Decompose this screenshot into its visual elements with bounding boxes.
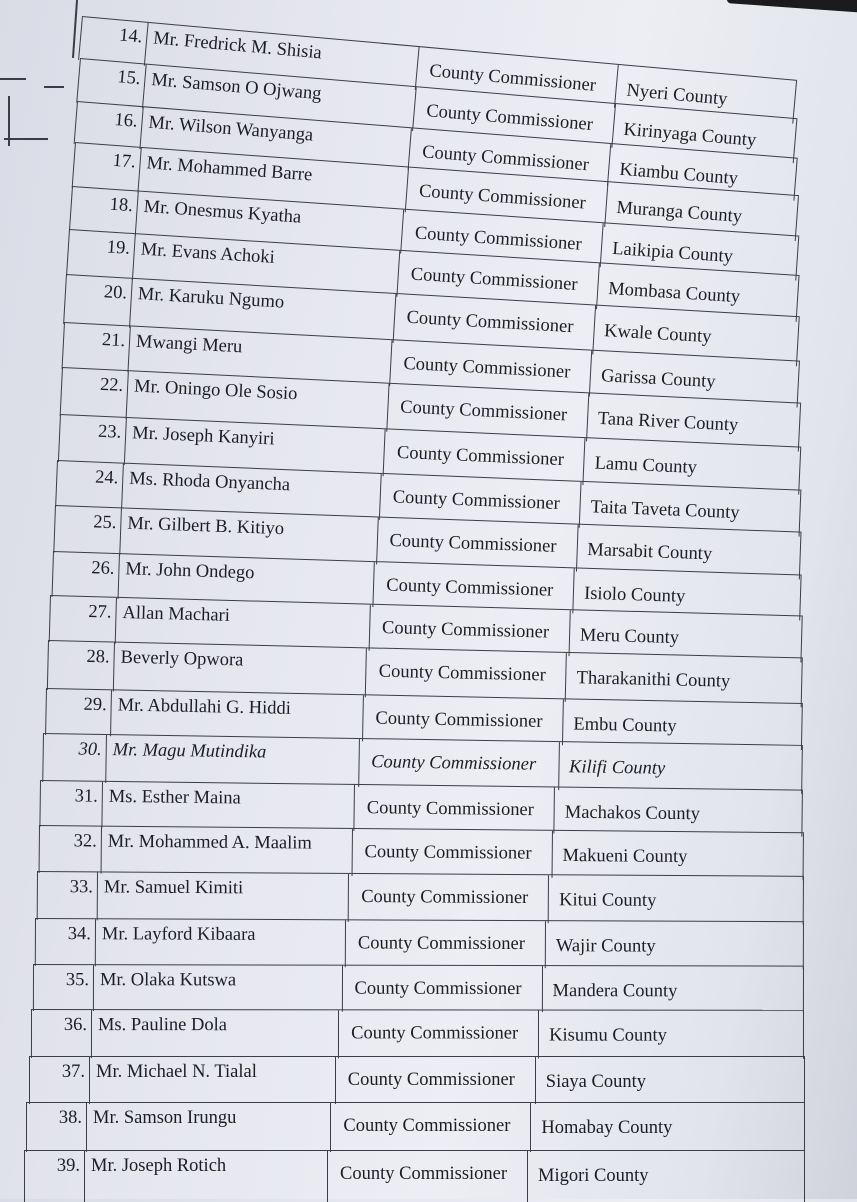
row-number: 31. xyxy=(39,781,102,828)
county-name: Wajir County xyxy=(545,921,804,969)
officer-name: Mwangi Meru xyxy=(127,326,391,386)
officer-name: Beverly Opwora xyxy=(113,643,366,698)
designation: County Commissioner xyxy=(348,874,548,923)
row-number: 17. xyxy=(72,143,141,193)
county-name: Kirinyaga County xyxy=(611,104,798,163)
row-number: 26. xyxy=(52,552,119,599)
county-name: Laikipia County xyxy=(600,223,799,280)
officer-name: Allan Machari xyxy=(115,598,370,651)
county-name: Isiolo County xyxy=(572,568,801,620)
county-name: Embu County xyxy=(562,699,803,750)
county-name: Taita Taveta County xyxy=(579,482,802,537)
designation: County Commissioner xyxy=(345,920,545,968)
officer-name: Mr. Joseph Kanyiri xyxy=(124,418,385,476)
county-name: Garissa County xyxy=(589,351,800,408)
officer-name: Ms. Esther Maina xyxy=(101,782,354,831)
row-number: 35. xyxy=(33,965,93,1011)
designation: County Commissioner xyxy=(389,340,591,396)
officer-name: Mr. Mohammed Barre xyxy=(137,148,407,212)
officer-name: Mr. Olaka Kutswa xyxy=(93,965,342,1012)
county-name: Lamu County xyxy=(583,438,801,494)
officer-name: Ms. Pauline Dola xyxy=(91,1010,338,1058)
designation: County Commissioner xyxy=(362,695,563,745)
row-number: 19. xyxy=(66,230,135,280)
county-name: Kisumu County xyxy=(538,1011,804,1059)
officer-name: Mr. John Ondego xyxy=(118,554,374,607)
designation: County Commissioner xyxy=(392,294,594,354)
county-name: Homabay County xyxy=(530,1103,804,1152)
designation: County Commissioner xyxy=(376,517,578,571)
row-number: 18. xyxy=(69,187,138,235)
designation: County Commissioner xyxy=(412,87,615,148)
officer-name: Mr. Oningo Ole Sosio xyxy=(126,371,389,432)
row-number: 30. xyxy=(42,734,106,783)
row-number: 39. xyxy=(24,1151,84,1202)
designation: County Commissioner xyxy=(330,1103,530,1152)
designation: County Commissioner xyxy=(408,128,611,186)
county-name: Mombasa County xyxy=(596,263,799,322)
designation: County Commissioner xyxy=(383,429,585,485)
designation: County Commissioner xyxy=(354,785,555,834)
officer-name: Mr. Joseph Rotich xyxy=(84,1151,327,1202)
row-number: 36. xyxy=(31,1010,91,1058)
officer-name: Mr. Samuel Kimiti xyxy=(97,872,349,922)
row-number: 29. xyxy=(45,689,111,736)
designation: County Commissioner xyxy=(365,648,566,702)
county-name: Mandera County xyxy=(541,966,804,1013)
row-number: 23. xyxy=(58,415,126,465)
county-name: Siaya County xyxy=(535,1057,805,1104)
row-number: 20. xyxy=(63,275,132,328)
county-name: Kwale County xyxy=(592,305,800,366)
officer-name: Mr. Layford Kibaara xyxy=(95,919,345,967)
designation: County Commissioner xyxy=(379,474,581,528)
officer-name: Mr. Wilson Wanyanga xyxy=(139,107,411,170)
officer-name: Mr. Michael N. Tialal xyxy=(89,1057,335,1104)
designation: County Commissioner xyxy=(358,739,559,790)
row-number: 14. xyxy=(78,17,148,66)
officer-name: Mr. Evans Achoki xyxy=(132,234,399,297)
table-row xyxy=(37,871,804,925)
designation: County Commissioner xyxy=(401,210,604,268)
row-number: 15. xyxy=(76,59,145,108)
county-name: Kilifi County xyxy=(558,742,803,794)
county-name: Marsabit County xyxy=(576,525,802,580)
row-number: 21. xyxy=(62,323,130,372)
row-number: 38. xyxy=(26,1103,86,1152)
county-name: Machakos County xyxy=(554,787,804,836)
row-number: 37. xyxy=(29,1057,89,1104)
designation: County Commissioner xyxy=(373,562,574,613)
row-number: 27. xyxy=(49,596,116,644)
table-row xyxy=(24,1150,805,1202)
designation: County Commissioner xyxy=(405,167,608,227)
county-name: Meru County xyxy=(568,610,802,662)
designation: County Commissioner xyxy=(386,384,588,442)
county-name: Tana River County xyxy=(586,393,801,451)
officer-name: Ms. Rhoda Onyancha xyxy=(121,464,381,520)
designation: County Commissioner xyxy=(351,829,551,878)
designation: County Commissioner xyxy=(335,1057,535,1104)
officer-name: Mr. Onesmus Kyatha xyxy=(135,191,404,253)
officer-name: Mr. Gilbert B. Kitiyo xyxy=(119,508,377,564)
county-name: Tharakanithi County xyxy=(565,653,802,707)
officer-name: Mr. Magu Mutindika xyxy=(105,735,358,787)
county-name: Migori County xyxy=(527,1151,805,1202)
table-row xyxy=(31,1009,804,1059)
officer-name: Mr. Abdullahi G. Hiddi xyxy=(110,690,363,741)
designation: County Commissioner xyxy=(338,1010,538,1058)
officer-name: Mr. Karuku Ngumo xyxy=(129,279,395,343)
designation: County Commissioner xyxy=(368,605,569,656)
county-name: Nyeri County xyxy=(614,65,797,124)
row-number: 28. xyxy=(47,641,114,692)
officer-name: Mr. Mohammed A. Maalim xyxy=(101,827,352,876)
designation: County Commissioner xyxy=(415,47,618,108)
officer-name: Mr. Samson Irungu xyxy=(86,1103,330,1152)
table-row xyxy=(33,964,804,1013)
designation: County Commissioner xyxy=(396,251,598,309)
row-number: 34. xyxy=(35,919,95,966)
county-name: Makueni County xyxy=(551,831,803,880)
row-number: 22. xyxy=(60,368,128,419)
county-name: Muranga County xyxy=(604,182,799,241)
row-number: 33. xyxy=(37,872,97,920)
table-row xyxy=(29,1056,805,1104)
row-number: 24. xyxy=(55,461,123,510)
table-row xyxy=(26,1102,805,1152)
row-number: 32. xyxy=(39,826,101,874)
row-number: 25. xyxy=(53,506,121,555)
county-name: Kiambu County xyxy=(607,144,798,201)
officer-name: Mr. Fredrick M. Shisia xyxy=(144,23,419,90)
designation: County Commissioner xyxy=(341,966,541,1012)
row-number: 16. xyxy=(74,102,143,149)
designation: County Commissioner xyxy=(327,1151,527,1202)
officer-name: Mr. Samson O Ojwang xyxy=(142,65,415,131)
table-row xyxy=(35,918,804,969)
county-name: Kitui County xyxy=(548,875,804,925)
